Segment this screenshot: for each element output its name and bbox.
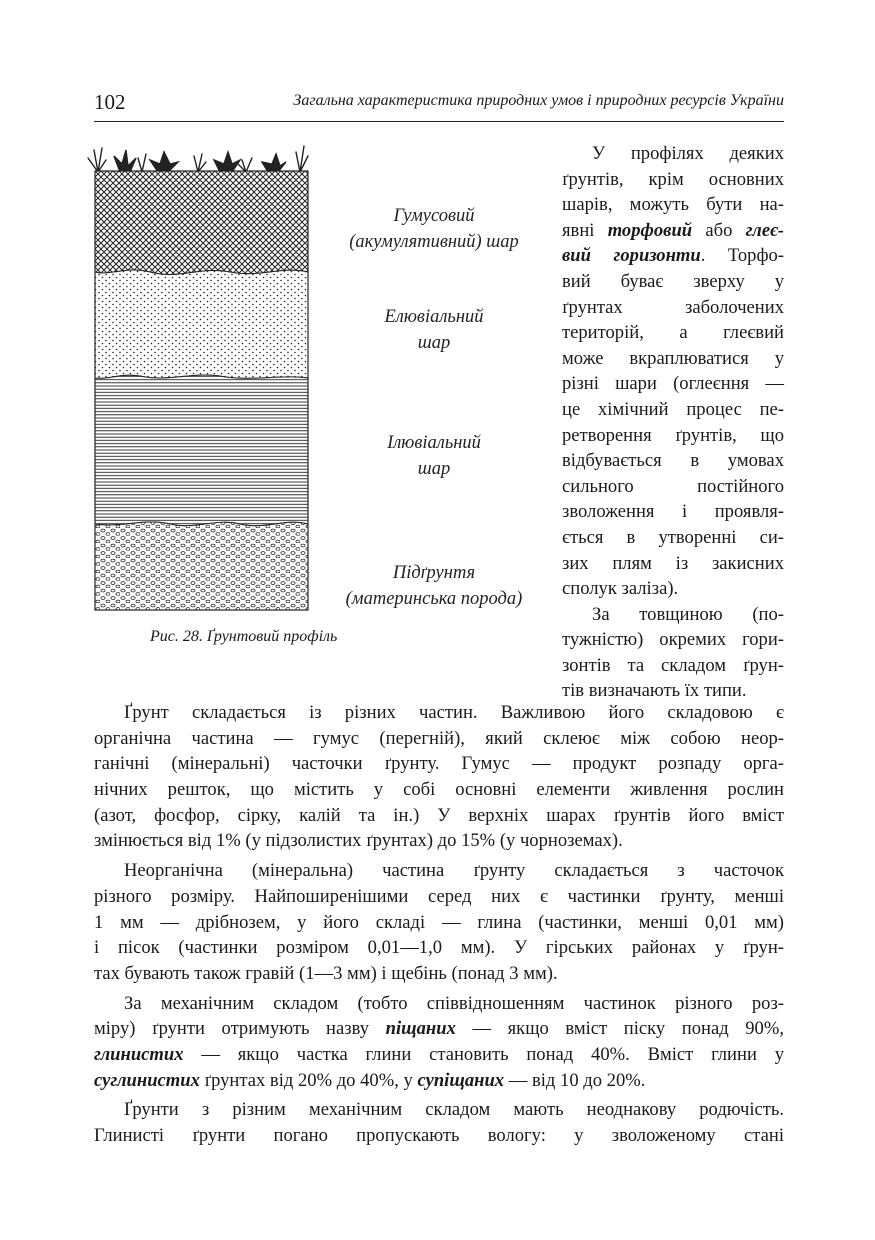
paragraph-4: Ґрунти з різним механічним складом мають неоднакову родючість. Глинисті ґрунти погано пропускають вологу: у зволоженому стані <box>94 1099 784 1146</box>
side-paragraph: У профілях деяких ґрунтів, крім основних шарів, можуть бути на- явні торфовий або глеє- вий горизонти. Торфо- вий буває зверху у ґрунтах заболочених територій, а глеєвий може вкраплюватися у різні шари (оглеєння — це хімічний процес пе- ретворення ґрунтів, що відбувається в умовах сильного постійного зволоження і проявля- ється в утворенні си- зих плям із закисних сполук заліза). За товщиною (по- тужністю) окремих гори- зонтів та складом ґрун- тів визначають їх типи. <box>562 143 785 702</box>
label-eluvial: Елювіальний шар <box>384 307 484 353</box>
soil-profile-figure <box>80 138 320 618</box>
parent-rock-layer <box>95 522 308 610</box>
paragraph-3: За механічним складом (тобто співвідношенням частинок різного роз- міру) ґрунти отримують назву піщаних — якщо вміст піску понад 90%, глинистих — якщо частка глини становить понад 40%. Вміст глини у суглинистих ґрунтах від 20% до 40%, у супіщаних — від 10 до 20%. <box>94 992 784 1091</box>
paragraph-2: Неорганічна (мінеральна) частина ґрунту складається з часточок різного розміру. Найпоширенішими серед них є частинки ґрунту, менші 1 мм — дрібнозем, у його складі — глина (частинки, менші 0,01 мм) і пісок (частинки розміром 0,01—1,0 мм). У гірських районах у ґрун- тах бувають також гравій (1—3 мм) і щебінь (понад 3 мм). <box>94 860 784 984</box>
page-header <box>94 90 784 120</box>
illuvial-layer <box>95 375 308 526</box>
eluvial-layer <box>95 270 308 378</box>
body-text <box>94 700 784 1149</box>
label-parent-rock: Підґрунтя (материнська порода) <box>345 563 523 609</box>
figure-caption: Рис. 28. Ґрунтовий профіль <box>150 628 338 645</box>
label-illuvial: Ілювіальний шар <box>387 433 481 479</box>
page-number: 102 <box>94 90 126 114</box>
paragraph-1: Ґрунт складається із різних частин. Важливою його складовою є органічна частина — гумус (перегній), який склеює між собою неор- ганічні (мінеральні) часточки ґрунту. Гумус — продукт розпаду орга- нічних решток, що містить у собі основні елементи живлення рослин (азот, фосфор, сірку, калій та ін.) У верхніх шарах ґрунтів його вміст змінюється від 1% (у підзолистих ґрунтах) до 15% (у чорноземах). <box>94 702 784 852</box>
running-title: Загальна характеристика природних умов і природних ресурсів України <box>293 92 784 109</box>
plants-icon <box>88 146 308 172</box>
label-humus: Гумусовий (акумулятивний) шар <box>349 206 519 252</box>
humus-layer <box>95 171 308 275</box>
header-rule <box>94 121 784 122</box>
